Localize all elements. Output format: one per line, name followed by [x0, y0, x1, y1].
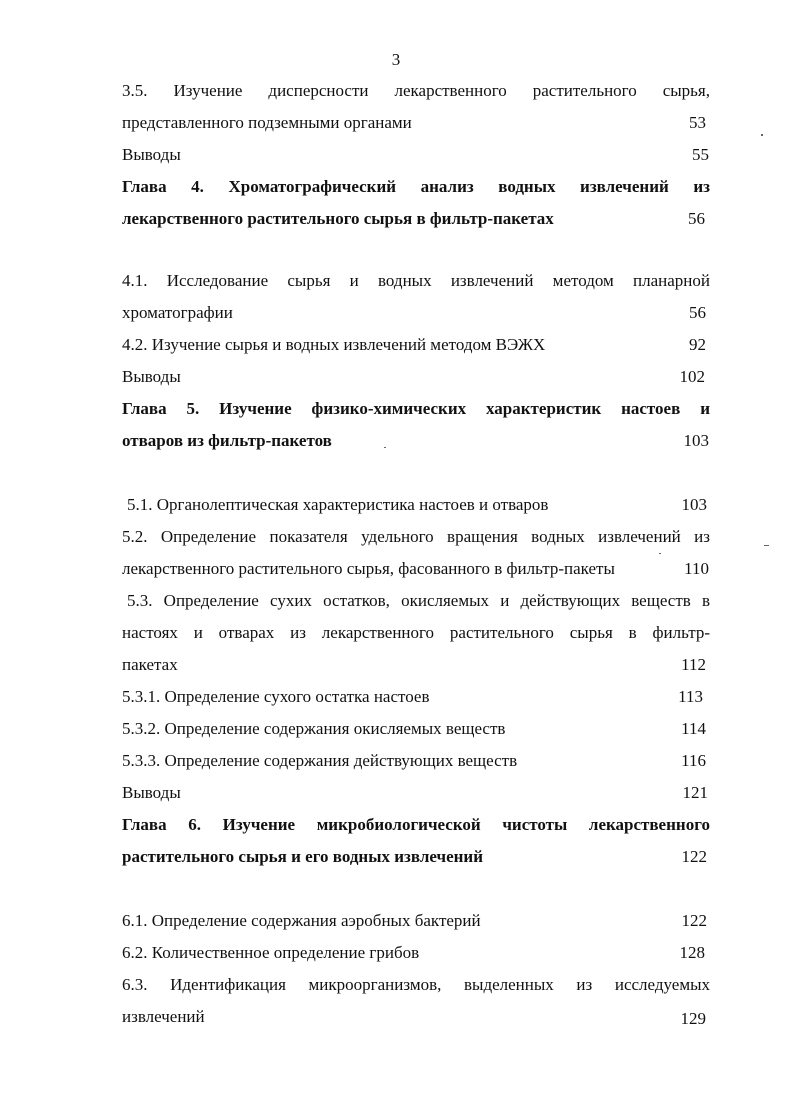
toc-3-5-page: 53	[689, 113, 706, 132]
toc-4-1-line1: 4.1. Исследование сырья и водных извлечений методом планарной	[122, 271, 710, 290]
toc-4-1-page: 56	[689, 303, 706, 322]
toc-conclusions-5: Выводы	[122, 783, 181, 802]
toc-6-1-page: 122	[681, 911, 707, 930]
toc-6-3-line2: извлечений	[122, 1007, 205, 1026]
toc-conclusions-5-page: 121	[682, 783, 708, 802]
toc-5-3-1: 5.3.1. Определение сухого остатка настоев	[122, 687, 430, 706]
toc-chapter6-line2: растительного сырья и его водных извлечений	[122, 847, 484, 866]
toc-chapter6-line1: Глава 6. Изучение микробиологической чистоты лекарственного	[122, 815, 710, 834]
toc-5-3-line3: пакетах	[122, 655, 178, 674]
scan-speck	[659, 553, 661, 554]
toc-3-5-line2: представленного подземными органами	[122, 113, 412, 132]
toc-5-3-2: 5.3.2. Определение содержания окисляемых веществ	[122, 719, 506, 738]
toc-5-1: 5.1. Органолептическая характеристика настоев и отваров	[127, 495, 549, 514]
scan-speck	[761, 134, 763, 136]
toc-6-1: 6.1. Определение содержания аэробных бактерий	[122, 911, 481, 930]
toc-5-2-line1: 5.2. Определение показателя удельного вращения водных извлечений из	[122, 527, 710, 546]
toc-chapter5-line1: Глава 5. Изучение физико-химических характеристик настоев и	[122, 399, 710, 418]
toc-conclusions-3-page: 55	[692, 145, 709, 164]
toc-conclusions-4-page: 102	[679, 367, 705, 386]
toc-conclusions-4: Выводы	[122, 367, 181, 386]
toc-4-2: 4.2. Изучение сырья и водных извлечений методом ВЭЖХ	[122, 335, 546, 354]
toc-5-1-page: 103	[681, 495, 707, 514]
page-number: 3	[391, 50, 401, 69]
toc-5-3-page: 112	[681, 655, 706, 674]
toc-chapter5-line2: отваров из фильтр-пакетов	[122, 431, 332, 450]
toc-conclusions-3: Выводы	[122, 145, 181, 164]
toc-5-2-line2: лекарственного растительного сырья, фасованного в фильтр-пакеты	[122, 559, 615, 578]
toc-5-3-line1: 5.3. Определение сухих остатков, окисляемых и действующих веществ в	[127, 591, 710, 610]
toc-5-3-2-page: 114	[681, 719, 706, 738]
toc-6-2-page: 128	[679, 943, 705, 962]
toc-6-3-page: 129	[680, 1009, 706, 1028]
toc-chapter4-line1: Глава 4. Хроматографический анализ водных извлечений из	[122, 177, 710, 196]
toc-chapter5-page: 103	[683, 431, 709, 450]
toc-chapter4-page: 56	[688, 209, 705, 228]
scan-speck	[764, 545, 769, 546]
toc-5-3-3-page: 116	[681, 751, 706, 770]
toc-6-3-line1: 6.3. Идентификация микроорганизмов, выделенных из исследуемых	[122, 975, 710, 994]
toc-5-3-line2: настоях и отварах из лекарственного растительного сырья в фильтр-	[122, 623, 710, 642]
scan-speck	[384, 447, 386, 448]
toc-4-2-page: 92	[689, 335, 706, 354]
toc-4-1-line2: хроматографии	[122, 303, 233, 322]
toc-6-2: 6.2. Количественное определение грибов	[122, 943, 420, 962]
toc-3-5-line1: 3.5. Изучение дисперсности лекарственного растительного сырья,	[122, 81, 710, 100]
toc-5-2-page: 110	[684, 559, 709, 578]
toc-5-3-3: 5.3.3. Определение содержания действующих веществ	[122, 751, 518, 770]
toc-chapter6-page: 122	[681, 847, 707, 866]
toc-5-3-1-page: 113	[678, 687, 703, 706]
toc-chapter4-line2: лекарственного растительного сырья в фильтр-пакетах	[122, 209, 554, 228]
